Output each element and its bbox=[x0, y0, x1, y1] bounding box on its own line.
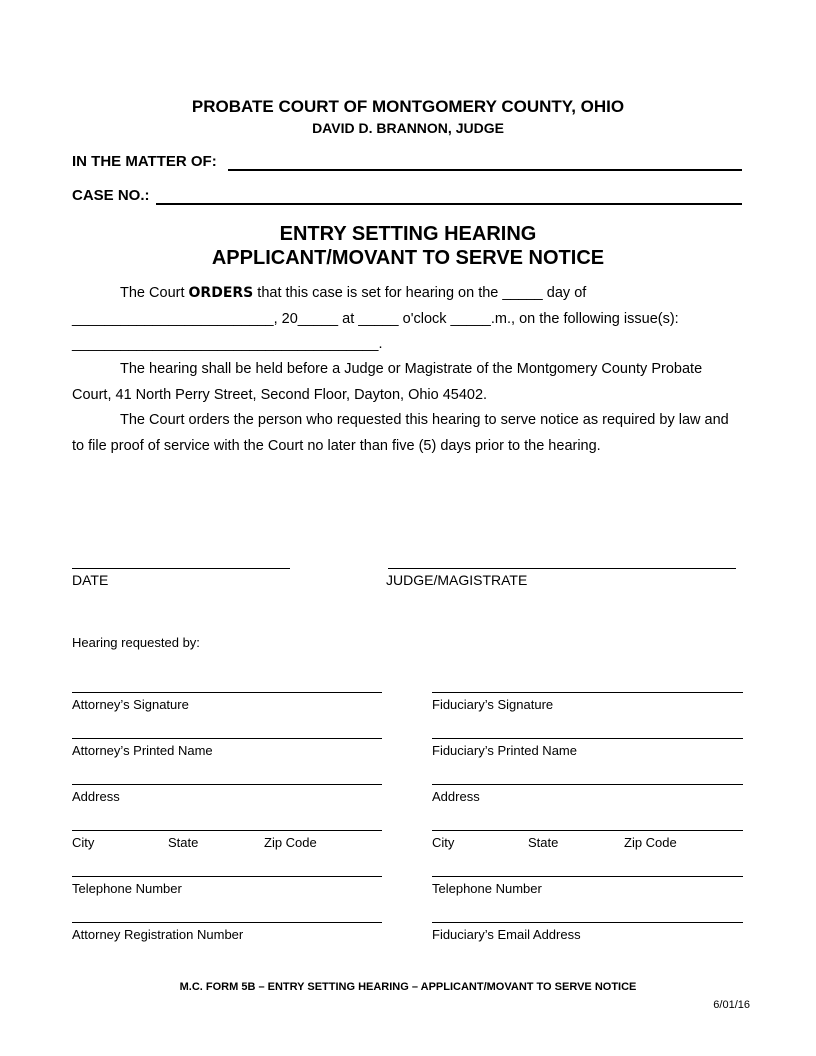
court-name: PROBATE COURT OF MONTGOMERY COUNTY, OHIO bbox=[191, 97, 625, 116]
location-paragraph bbox=[72, 357, 744, 408]
fiduciary-signature-label: Fiduciary’s Signature bbox=[432, 697, 554, 712]
entry-subtitle: APPLICANT/MOVANT TO SERVE NOTICE bbox=[211, 247, 605, 269]
service-line-2: to file proof of service with the Court no later than five (5) days prior to the hearing. bbox=[72, 437, 601, 454]
attorney-name-line[interactable] bbox=[72, 738, 382, 739]
entry-title: ENTRY SETTING HEARING bbox=[279, 223, 537, 245]
requested-by-label: Hearing requested by: bbox=[72, 635, 200, 650]
attorney-city-label: City bbox=[72, 835, 95, 850]
fiduciary-address-line[interactable] bbox=[432, 784, 743, 785]
form-footer: M.C. FORM 5B – ENTRY SETTING HEARING – APPLICANT/MOVANT TO SERVE NOTICE bbox=[179, 981, 637, 993]
attorney-telephone-line[interactable] bbox=[72, 876, 382, 877]
fiduciary-telephone-line[interactable] bbox=[432, 876, 743, 877]
attorney-state-label: State bbox=[168, 835, 199, 850]
attorney-registration-line[interactable] bbox=[72, 922, 382, 923]
location-line-1: The hearing shall be held before a Judge or Magistrate of the Montgomery County Probate bbox=[120, 361, 703, 377]
order-line-1: The Court ORDERS that this case is set for hearing on the _____ day of bbox=[120, 285, 587, 301]
fiduciary-name-line[interactable] bbox=[432, 738, 743, 739]
judge-name: DAVID D. BRANNON, JUDGE bbox=[312, 120, 504, 136]
year-blank[interactable]: 20_____ bbox=[281, 310, 339, 327]
attorney-registration-label: Attorney Registration Number bbox=[72, 927, 244, 942]
fiduciary-signature-line[interactable] bbox=[432, 692, 743, 693]
matter-label: IN THE MATTER OF: bbox=[72, 153, 217, 170]
issues-blank[interactable]: ______________________________________. bbox=[72, 336, 383, 352]
attorney-city-line[interactable] bbox=[72, 830, 382, 831]
fiduciary-state-label: State bbox=[528, 835, 559, 850]
fiduciary-telephone-label: Telephone Number bbox=[432, 881, 542, 896]
order-line-2: _________________________, 20_____ at _____ o'clock _____.m., on the following issue(s): bbox=[72, 310, 679, 327]
attorney-address-line[interactable] bbox=[72, 784, 382, 785]
attorney-name-label: Attorney’s Printed Name bbox=[72, 743, 213, 758]
location-line-2: Court, 41 North Perry Street, Second Floor, Dayton, Ohio 45402. bbox=[72, 386, 488, 403]
orders-emphasis: ORDERS bbox=[188, 285, 254, 301]
revision-date: 6/01/16 bbox=[713, 999, 750, 1011]
fiduciary-city-label: City bbox=[432, 835, 455, 850]
service-line-1: The Court orders the person who requested this hearing to serve notice as required by law and bbox=[120, 412, 729, 428]
fiduciary-city-line[interactable] bbox=[432, 830, 743, 831]
judge-signature-line[interactable] bbox=[388, 568, 736, 569]
time-blank[interactable]: _____ bbox=[358, 310, 399, 327]
judge-label: JUDGE/MAGISTRATE bbox=[386, 572, 528, 588]
attorney-zip-label: Zip Code bbox=[264, 835, 317, 850]
attorney-telephone-label: Telephone Number bbox=[72, 881, 182, 896]
attorney-signature-label: Attorney’s Signature bbox=[72, 697, 189, 712]
case-number-field[interactable] bbox=[156, 203, 742, 205]
attorney-address-label: Address bbox=[72, 789, 120, 804]
fiduciary-address-label: Address bbox=[432, 789, 480, 804]
matter-field[interactable] bbox=[228, 169, 742, 171]
day-blank[interactable]: _____ bbox=[502, 285, 543, 301]
fiduciary-email-line[interactable] bbox=[432, 922, 743, 923]
attorney-signature-line[interactable] bbox=[72, 692, 382, 693]
fiduciary-name-label: Fiduciary’s Printed Name bbox=[432, 743, 577, 758]
order-paragraph bbox=[72, 281, 744, 358]
ampm-blank[interactable]: _____.m., bbox=[450, 310, 516, 327]
fiduciary-email-label: Fiduciary’s Email Address bbox=[432, 927, 581, 942]
date-line[interactable] bbox=[72, 568, 290, 569]
case-label: CASE NO.: bbox=[72, 187, 150, 204]
date-label: DATE bbox=[72, 572, 109, 588]
fiduciary-zip-label: Zip Code bbox=[624, 835, 677, 850]
service-paragraph bbox=[72, 408, 744, 459]
month-blank[interactable]: _________________________, bbox=[72, 310, 278, 327]
